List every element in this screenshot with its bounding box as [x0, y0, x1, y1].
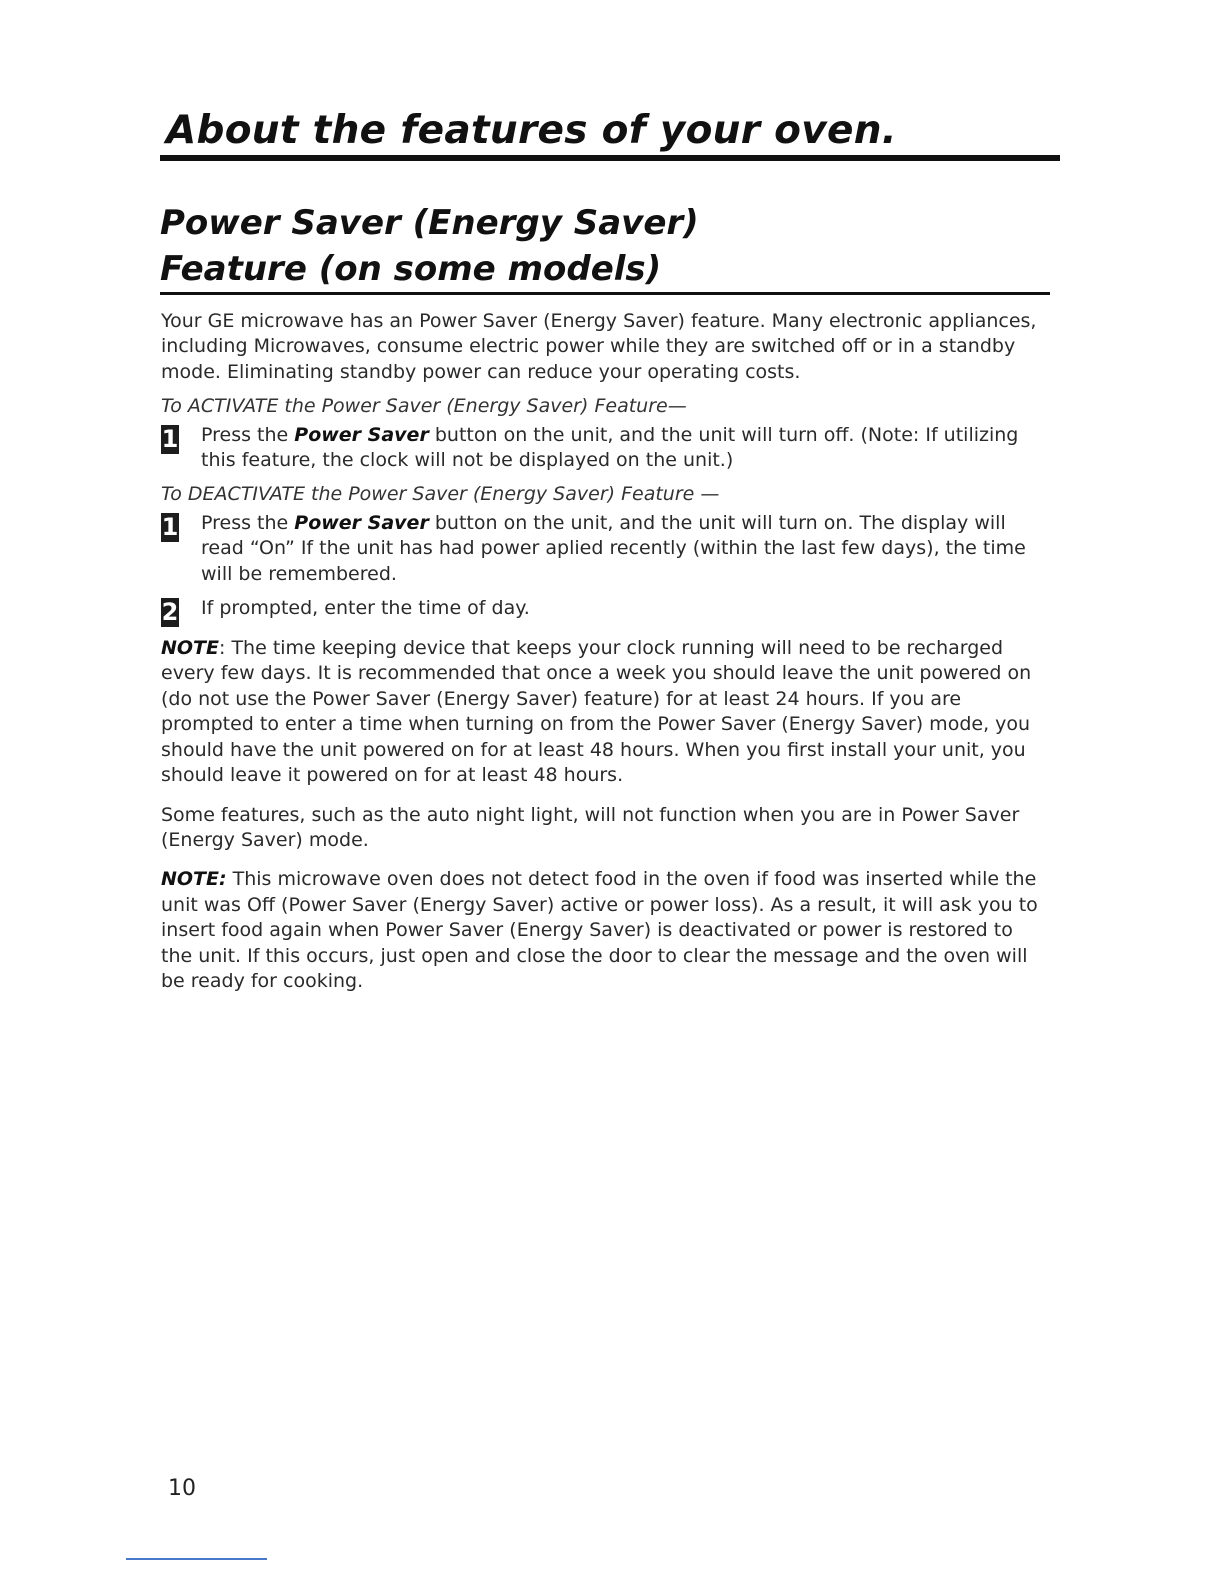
step-number-badge: 1: [161, 424, 179, 453]
step-number-badge: 2: [161, 598, 179, 627]
power-saver-label: Power Saver: [294, 423, 429, 446]
step-text: If prompted, enter the time of day.: [201, 597, 530, 620]
footer-rule: [126, 1558, 267, 1560]
step-number-badge: 1: [161, 512, 179, 541]
section-title-line1: Power Saver (Energy Saver): [160, 203, 699, 243]
features-paragraph: Some features, such as the auto night light, will not function when you are in Power Saver (Energy Saver) mode.: [161, 803, 1020, 851]
page-number: 10: [168, 1476, 196, 1501]
power-saver-label: Power Saver: [294, 511, 429, 534]
body-content: [161, 309, 1041, 1008]
step-text: Press the Power Saver button on the unit, and the unit will turn off. (Note: If utilizing this feature, the clock will not be displayed on the unit.): [201, 423, 1019, 472]
intro-paragraph: Your GE microwave has an Power Saver (Energy Saver) feature. Many electronic appliances, including Microwaves, consume electric power while they are switched off or in a standby mode. Eliminating standby power can reduce your operating costs.: [161, 310, 1037, 383]
section-rule: [160, 292, 1050, 295]
note-label: NOTE:: [161, 868, 227, 891]
deactivate-step-2: [161, 596, 1041, 627]
section-title: [160, 200, 699, 292]
deactivate-step-1: [161, 511, 1041, 587]
note-food-detection: NOTE: This microwave oven does not detect food in the oven if food was inserted while the unit was Off (Power Saver (Energy Saver) active or power loss). As a result, it will ask you to insert food again when Power Saver (Energy Saver) is deactivated or power is restored to the unit. If this occurs, just open and close the door to clear the message and the oven will be ready for cooking.: [161, 868, 1038, 992]
note-recharge: NOTE: The time keeping device that keeps your clock running will need to be recharged every few days. It is recommended that once a week you should leave the unit powered on (do not use the Power Saver (Energy Saver) feature) for at least 24 hours. If you are prompted to enter a time when turning on from the Power Saver (Energy Saver) mode, you should have the unit powered on for at least 48 hours. When you first install your unit, you should leave it powered on for at least 48 hours.: [161, 637, 1032, 787]
step-text: Press the Power Saver button on the unit, and the unit will turn on. The display will read “On” If the unit has had power aplied recently (within the last few days), the time will be remembered.: [201, 511, 1026, 585]
section-title-line2: Feature (on some models): [160, 249, 662, 289]
note-label: NOTE: [161, 637, 219, 660]
activate-step-1: [161, 423, 1041, 474]
activate-heading: To ACTIVATE the Power Saver (Energy Saver) Feature—: [161, 395, 687, 418]
title-rule: [160, 155, 1060, 161]
deactivate-heading: To DEACTIVATE the Power Saver (Energy Saver) Feature —: [161, 483, 720, 506]
page-title: About the features of your oven.: [166, 108, 897, 153]
